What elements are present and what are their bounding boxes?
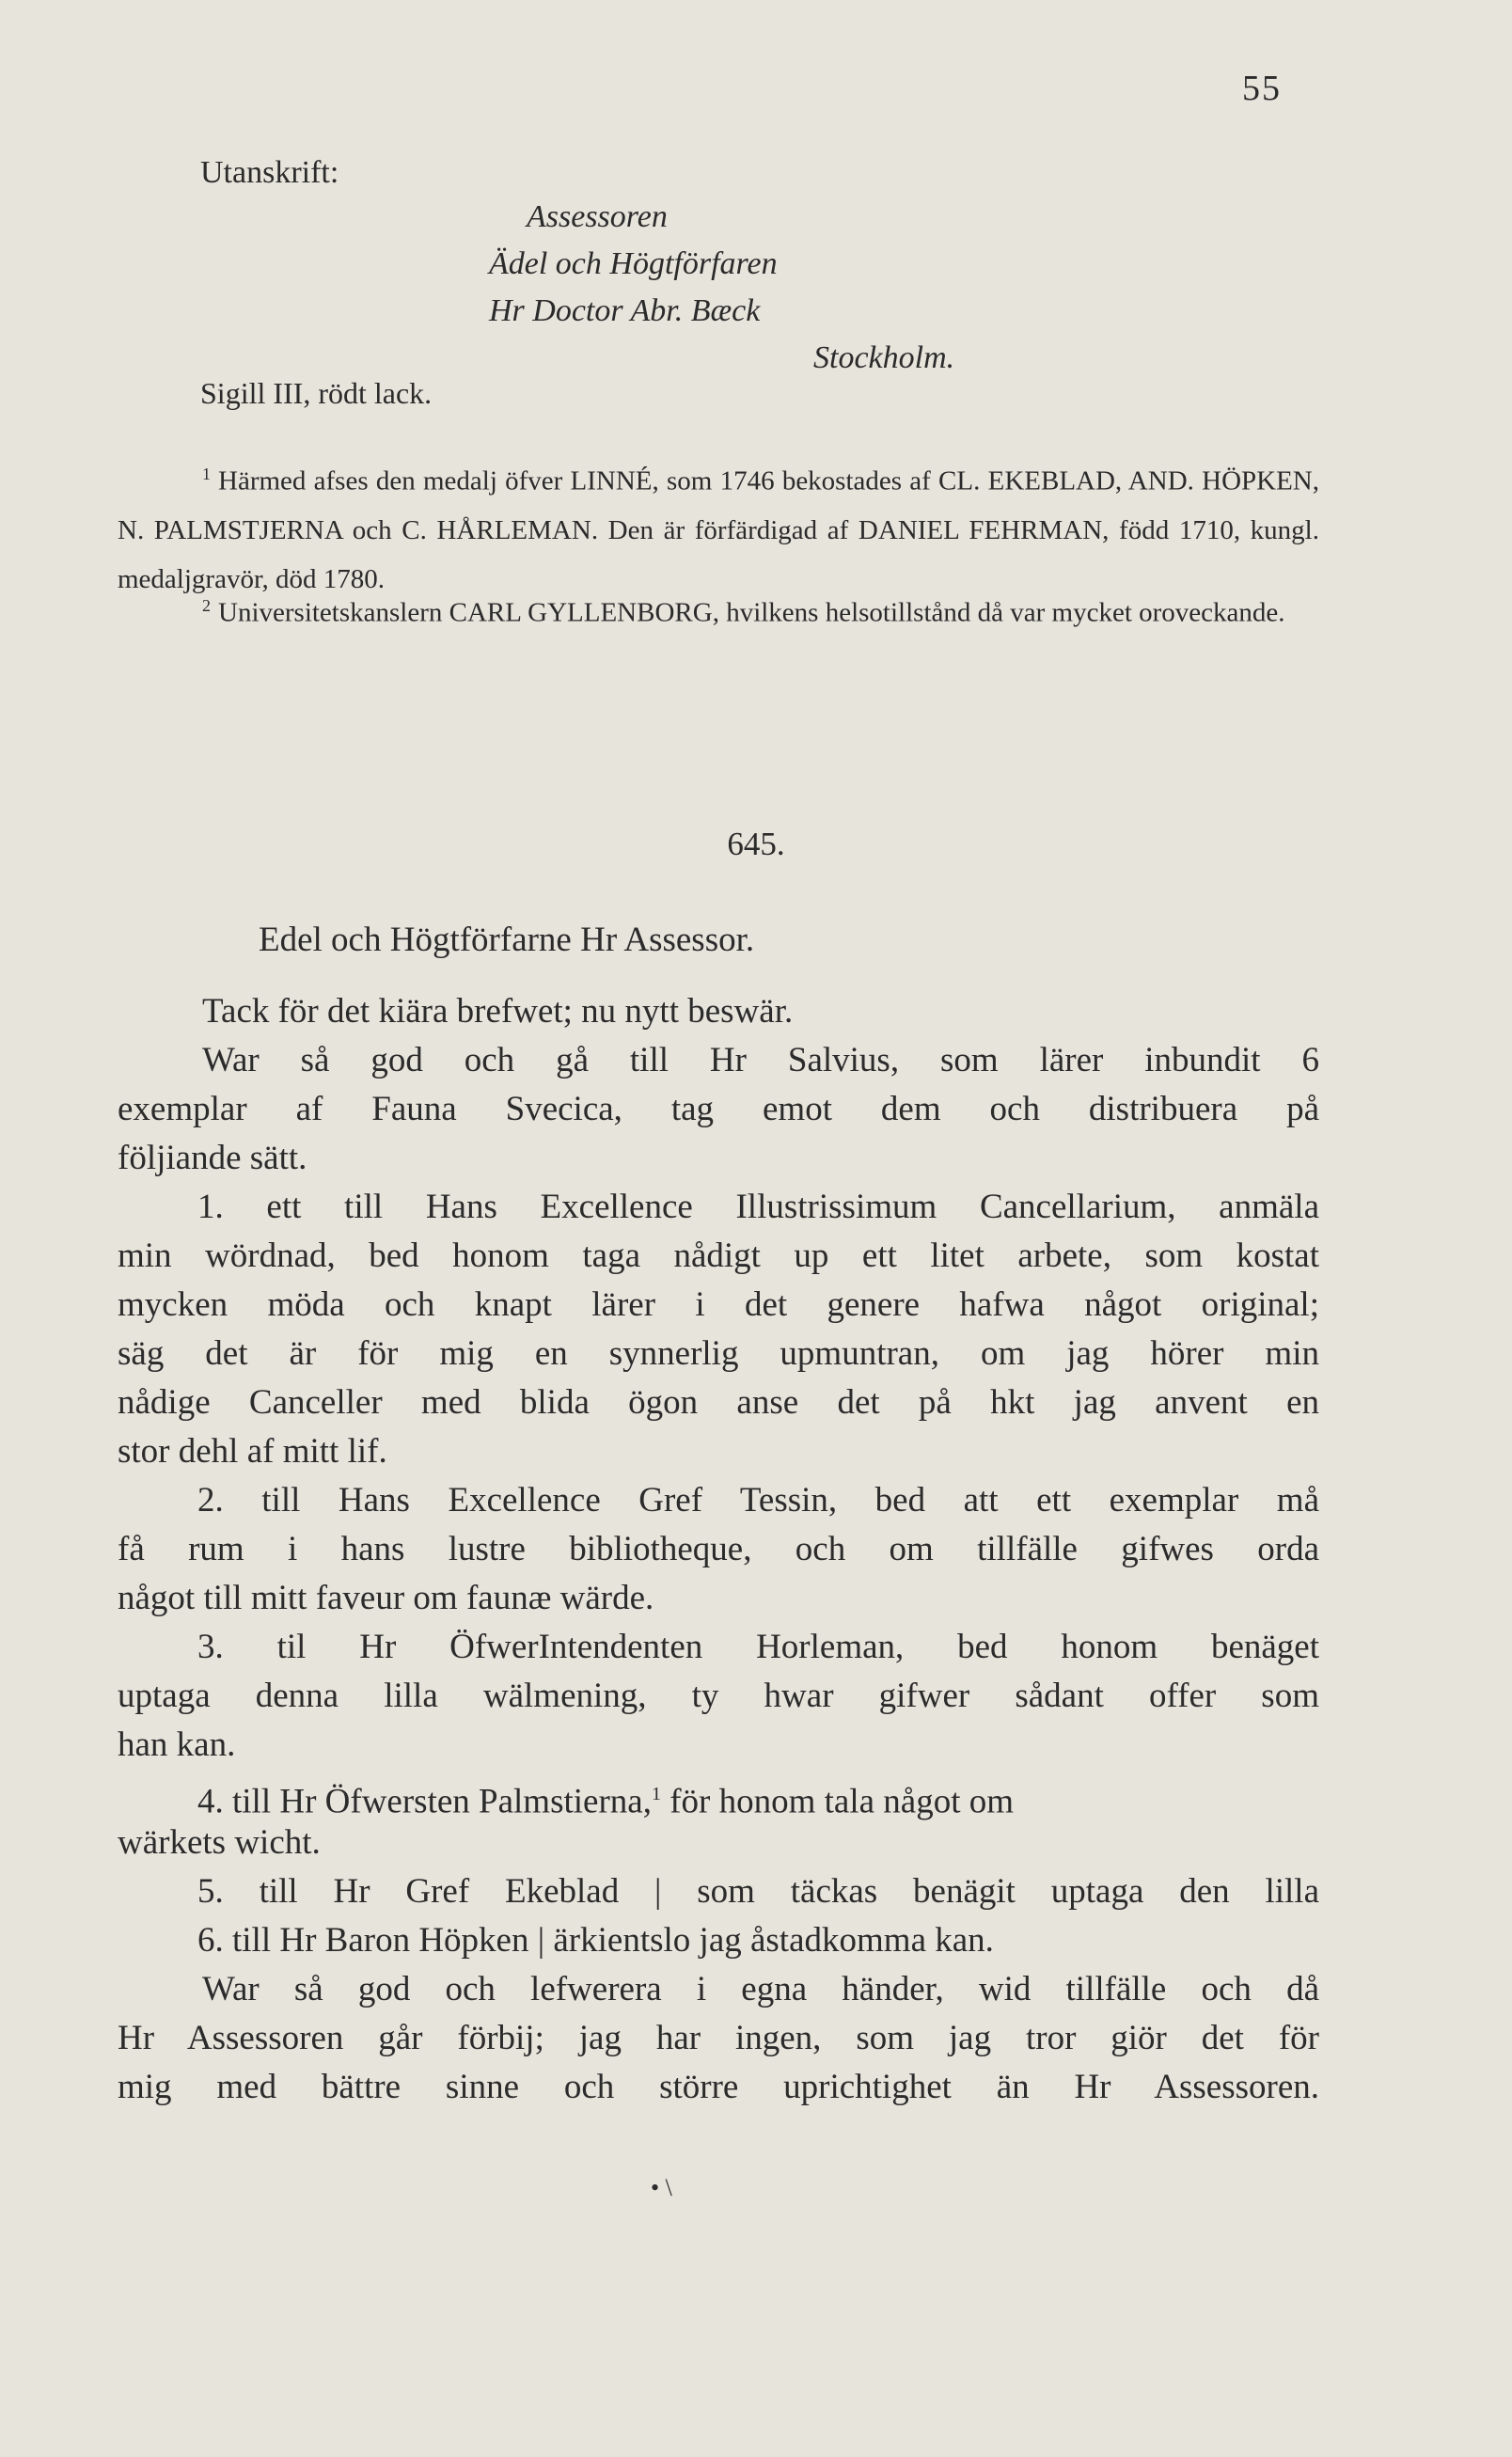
letter-line: min wördnad, bed honom taga nådigt up ett litet arbete, som kostat	[118, 1236, 1319, 1275]
letter-number: 645.	[727, 826, 785, 862]
seal-note: Sigill III, rödt lack.	[200, 376, 433, 410]
letter-line-text: för honom tala något om	[660, 1782, 1015, 1821]
letter-line: nådige Canceller med blida ögon anse det på hkt jag anvent en	[118, 1383, 1319, 1422]
address-line: Assessoren	[527, 199, 668, 234]
footnote-reference: 1	[651, 1784, 661, 1804]
footnote-text: Härmed afses den medalj öfver LINNÉ, som 1746 bekostades af CL. EKEBLAD, AND. HÖPKEN, N. PALMSTJERNA och C. HÅRLEMAN. Den är förfärdigad af DANIEL FEHRMAN, född 1710, kungl. medaljgravör, död 1780.	[118, 465, 1319, 594]
letter-line	[197, 1770, 1319, 1819]
letter-line: War så god och gå till Hr Salvius, som lärer inbundit 6	[202, 1041, 1319, 1079]
letter-line: han kan.	[118, 1725, 236, 1764]
page-number: 55	[1242, 69, 1282, 108]
letter-line: wärkets wicht.	[118, 1823, 321, 1862]
footnote-2	[118, 581, 1319, 638]
letter-line: 1. ett till Hans Excellence Illustrissimum Cancellarium, anmäla	[197, 1188, 1319, 1226]
letter-line: något till mitt faveur om faunæ wärde.	[118, 1579, 654, 1617]
letter-line: Tack för det kiära brefwet; nu nytt beswär.	[202, 992, 794, 1031]
letter-line-text: 4. till Hr Öfwersten Palmstierna,	[197, 1782, 652, 1821]
footnote-marker: 2	[202, 596, 211, 615]
address-line: Hr Doctor Abr. Bæck	[489, 293, 761, 328]
letter-line: mig med bättre sinne och större uprichtighet än Hr Assessoren.	[118, 2068, 1319, 2106]
footnote-marker: 1	[202, 465, 211, 483]
letter-line: mycken möda och knapt lärer i det genere hafwa något original;	[118, 1285, 1319, 1324]
letter-line: få rum i hans lustre bibliotheque, och om tillfälle gifwes orda	[118, 1530, 1319, 1568]
letter-line: 2. till Hans Excellence Gref Tessin, bed att ett exemplar må	[197, 1481, 1319, 1520]
letter-line: exemplar af Fauna Svecica, tag emot dem och distribuera på	[118, 1090, 1319, 1128]
address-line: Stockholm.	[813, 340, 955, 375]
address-label: Utanskrift:	[200, 155, 339, 190]
letter-line: säg det är för mig en synnerlig upmuntran, om jag hörer min	[118, 1334, 1319, 1373]
letter-line: följiande sätt.	[118, 1139, 307, 1177]
letter-line: 6. till Hr Baron Höpken | ärkientslo jag åstadkomma kan.	[197, 1921, 994, 1960]
ornament-marks: • \	[651, 2174, 672, 2201]
letter-line: 3. til Hr ÖfwerIntendenten Horleman, bed honom benäget	[197, 1628, 1319, 1666]
letter-line: War så god och lefwerera i egna händer, wid tillfälle och då	[202, 1970, 1319, 2008]
letter-line: uptaga denna lilla wälmening, ty hwar gifwer sådant offer som	[118, 1677, 1319, 1715]
letter-greeting: Edel och Högtförfarne Hr Assessor.	[259, 921, 755, 959]
address-line: Ädel och Högtförfaren	[489, 246, 778, 281]
footnote-text: Universitetskanslern CARL GYLLENBORG, hvilkens helsotillstånd då var mycket oroveckande.	[218, 597, 1285, 628]
letter-line: stor dehl af mitt lif.	[118, 1432, 387, 1471]
letter-line: Hr Assessoren går förbij; jag har ingen, som jag tror giör det för	[118, 2019, 1319, 2057]
letter-line: 5. till Hr Gref Ekeblad | som täckas benägit uptaga den lilla	[197, 1872, 1319, 1911]
